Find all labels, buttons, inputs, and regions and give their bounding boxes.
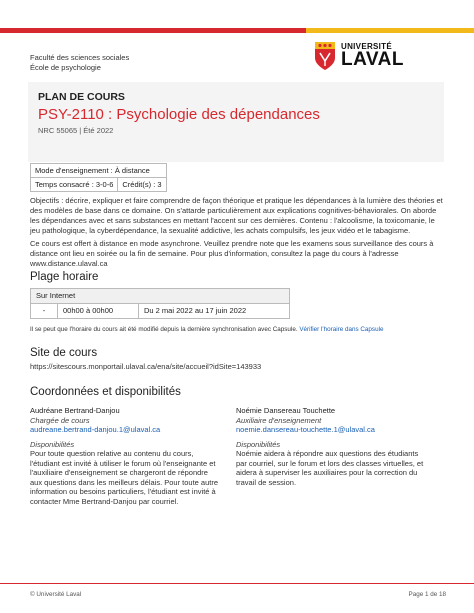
schedule-day: - bbox=[31, 304, 58, 319]
footer-page-number: Page 1 de 18 bbox=[408, 591, 446, 598]
plan-label: PLAN DE COURS bbox=[38, 91, 125, 103]
schedule-table bbox=[30, 288, 290, 319]
instructor-availability-label: Disponibilités bbox=[30, 439, 75, 449]
schedule-table-header: Sur Internet bbox=[31, 289, 290, 304]
schedule-dates: Du 2 mai 2022 au 17 juin 2022 bbox=[139, 304, 290, 319]
school-name: École de psychologie bbox=[30, 63, 101, 72]
universite-laval-logo bbox=[314, 40, 446, 74]
schedule-heading: Plage horaire bbox=[30, 271, 99, 283]
credits: Crédit(s) : 3 bbox=[118, 178, 166, 192]
course-info-table bbox=[30, 163, 167, 192]
instructor-email[interactable]: audreane.bertrand-danjou.1@ulaval.ca bbox=[30, 425, 161, 434]
logo-universite: UNIVERSITÉ bbox=[341, 42, 393, 51]
course-title: PSY-2110 : Psychologie des dépendances bbox=[38, 106, 320, 123]
schedule-time: 00h00 à 00h00 bbox=[58, 304, 139, 319]
async-paragraph: Ce cours est offert à distance en mode asynchrone. Veuillez prendre note que les examens sous surveillance des cours à distance ont lieu en soirée ou la fin de semaine. Pour plus d'information, consultez la page du cours à l'adresse www.distance.ulaval.ca bbox=[30, 239, 434, 268]
assistant-email[interactable]: noemie.dansereau-touchette.1@ulaval.ca bbox=[236, 425, 375, 434]
schedule-note bbox=[30, 326, 383, 333]
course-site-url[interactable]: https://sitescours.monportail.ulaval.ca/ena/site/accueil?idSite=143933 bbox=[30, 362, 262, 371]
instructor-role: Chargée de cours bbox=[30, 415, 90, 425]
verify-schedule-link[interactable]: Vérifier l'horaire dans Capsule bbox=[299, 326, 384, 333]
assistant-role: Auxiliaire d'enseignement bbox=[236, 415, 322, 425]
contact-instructor bbox=[30, 406, 220, 506]
assistant-name: Noémie Dansereau Touchette bbox=[236, 406, 336, 415]
crest-icon bbox=[314, 41, 336, 71]
faculty-name: Faculté des sciences sociales bbox=[30, 53, 130, 62]
teaching-mode: Mode d'enseignement : À distance bbox=[31, 164, 167, 178]
footer-copyright: © Université Laval bbox=[30, 591, 82, 598]
course-nrc: NRC 55065 | Été 2022 bbox=[38, 126, 114, 135]
faculty-block bbox=[30, 53, 129, 73]
footer-divider bbox=[0, 583, 474, 584]
time-allocated: Temps consacré : 3-0-6 bbox=[31, 178, 118, 192]
course-site-heading: Site de cours bbox=[30, 347, 98, 359]
assistant-availability-text: Noémie aidera à répondre aux questions des étudiants par courriel, sur le forum et lors des classes virtuelles, et aidera à superviser les auxiliaires pour la correction du travail de session. bbox=[236, 449, 424, 487]
schedule-note-text: Il se peut que l'horaire du cours ait été modifié depuis la dernière synchronisation avec Capsule. bbox=[30, 326, 298, 333]
contacts-heading: Coordonnées et disponibilités bbox=[30, 386, 181, 398]
objectives-paragraph: Objectifs : décrire, expliquer et faire comprendre de façon théorique et pratique les dépendances à la lumière des théories et des modèles de base dans ce domaine. On s'attarde particulièrement aux explications cognitives-béhaviorales. On aborde les dépendances avec et sans substances en mettant l'accent sur ces dernières. Contenu : l'alcoolisme, la toxicomanie, le jeu pathologique, la cyberdépendance, la sexualité addictive, les achats compulsifs, les jeux vidéo et le tabagisme. bbox=[30, 196, 443, 235]
accent-bar-gold bbox=[306, 28, 474, 33]
assistant-availability-label: Disponibilités bbox=[236, 439, 281, 449]
header-accent-bar bbox=[0, 28, 474, 33]
logo-laval: LAVAL bbox=[341, 49, 405, 70]
accent-bar-red bbox=[0, 28, 306, 33]
contact-assistant bbox=[236, 406, 426, 487]
instructor-name: Audréane Bertrand-Danjou bbox=[30, 406, 120, 415]
instructor-availability-text: Pour toute question relative au contenu du cours, l'étudiant est invité à utiliser le forum où l'enseignante et l'auxiliaire d'enseignement se chargeront de répondre aux questions dans les meilleurs délais. Pour toute autre information ou besoins particuliers, l'étudiant est invité à contacter Mme Bertrand-Danjou par courriel. bbox=[30, 449, 219, 506]
